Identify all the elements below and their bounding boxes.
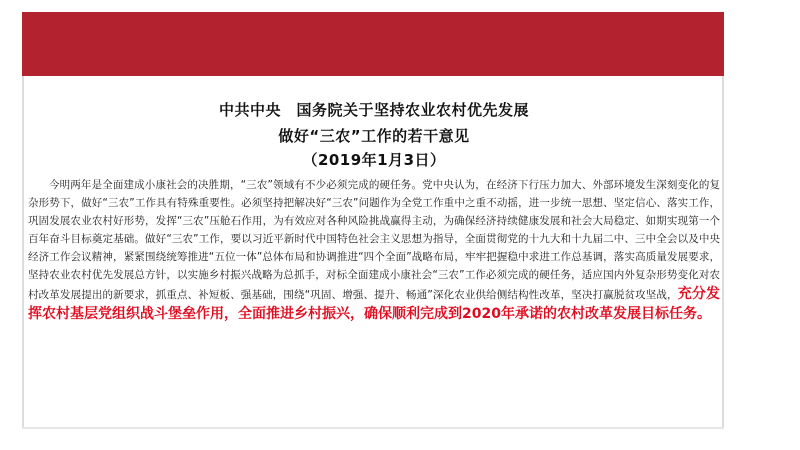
document-date: （2019年1月3日） bbox=[302, 151, 446, 169]
frame-bottom-border bbox=[22, 427, 724, 429]
header-banner bbox=[22, 12, 724, 76]
highlighted-text: 充分发挥农村基层党组织战斗堡垒作用，全面推进乡村振兴，确保顺利完成到2020年承诺的农村改革发展目标任务。 bbox=[28, 286, 720, 322]
document-paragraph bbox=[28, 176, 720, 324]
frame-left-border bbox=[22, 76, 24, 428]
document-title-line-1: 中共中央 国务院关于坚持农业农村优先发展 bbox=[218, 101, 529, 119]
frame-right-border bbox=[722, 76, 724, 428]
document-body bbox=[28, 100, 720, 324]
paragraph-text: 今明两年是全面建成小康社会的决胜期，“三农”领域有不少必须完成的硬任务。党中央认为，在经济下行压力加大、外部环境发生深刻变化的复杂形势下，做好“三农”工作具有特殊重要性。必须坚持把解决好“三农”问题作为全党工作重中之重不动摇，进一步统一思想、坚定信心、落实工作，巩固发展农业农村好形势，发挥“三农”压舱石作用，为有效应对各种风险挑战赢得主动，为确保经济持续健康发展和社会大局稳定、如期实现第一个百年奋斗目标奠定基础。做好“三农”工作，要以习近平新时代中国特色社会主义思想为指导，全面贯彻党的十九大和十九届二中、三中全会以及中央经济工作会议精神，紧紧围绕统筹推进“五位一体”总体布局和协调推进“四个全面”战略布局，牢牢把握稳中求进工作总基调，落实高质量发展要求，坚持农业农村优先发展总方针，以实施乡村振兴战略为总抓手，对标全面建成小康社会“三农”工作必须完成的硬任务，适应国内外复杂形势变化对农村改革发展提出的新要求，抓重点、补短板、强基础，围绕“巩固、增强、提升、畅通”深化农业供给侧结构性改革，坚决打赢脱贫攻坚战， bbox=[28, 179, 720, 301]
document-title-line-2: 做好“三农”工作的若干意见 bbox=[278, 127, 470, 145]
